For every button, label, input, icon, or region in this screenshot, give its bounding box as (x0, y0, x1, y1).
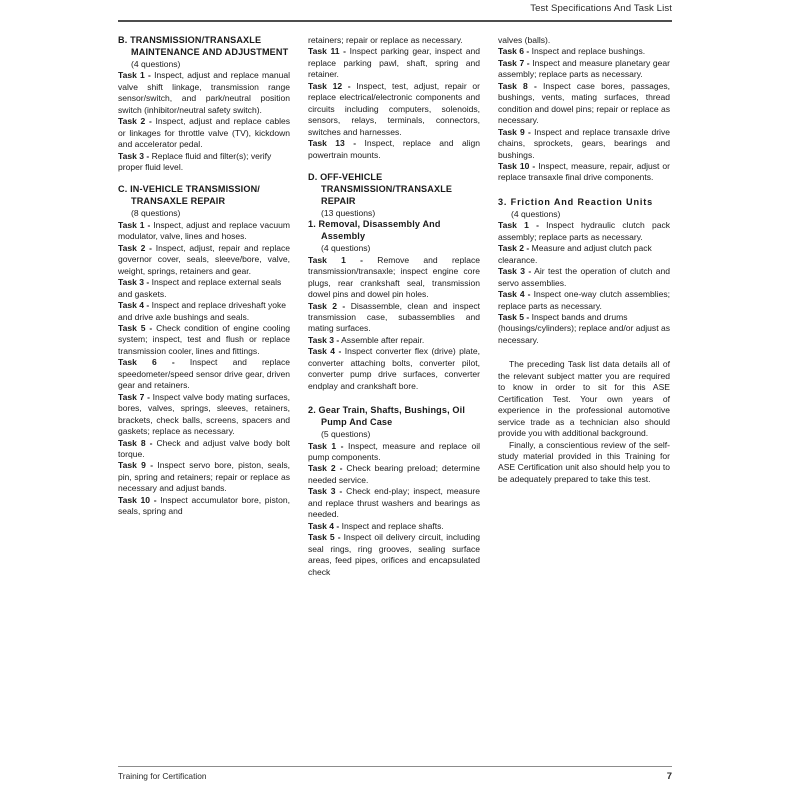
task-label: Task 7 - (498, 57, 530, 68)
task-item (118, 438, 290, 461)
task-item (308, 301, 480, 335)
task-label: Task 3 - (118, 150, 150, 161)
task-item (308, 335, 480, 346)
task-text: Air test the operation of clutch and servo assemblies. (498, 266, 671, 288)
task-item (308, 532, 480, 578)
task-item (118, 392, 290, 438)
task-text: Inspect, measure, repair, adjust or replace transaxle final drive components. (498, 160, 671, 183)
task-item (118, 300, 290, 323)
task-label: Task 4 - (308, 346, 342, 357)
task-item (118, 357, 290, 391)
section-spacer (118, 173, 290, 184)
three-column-body (118, 35, 672, 765)
task-item (308, 346, 480, 392)
section-spacer (308, 392, 480, 405)
task-label: Task 4 - (498, 289, 531, 300)
task-item (118, 116, 290, 150)
task-text: Inspect hydraulic clutch pack assembly; replace parts as necessary. (498, 220, 670, 242)
task-label: Task 3 - (498, 266, 532, 277)
task-label: Task 10 - (118, 494, 157, 505)
task-label: Task 4 - (118, 300, 150, 311)
subsection-heading-2: 2. Gear Train, Shafts, Bushings, Oil Pump And Case (308, 405, 466, 428)
task-label: Task 2 - (308, 300, 346, 311)
task-item (498, 289, 670, 312)
task-text: Inspect, replace and align powertrain mounts. (308, 138, 481, 160)
task-label: Task 5 - (498, 312, 530, 323)
task-label: Task 1 - (498, 220, 539, 231)
task-text: Inspect valve body mating surfaces, bores, valves, springs, sleeves, retainers, brackets, check balls, screens, spacers and gaskets; replace as necessary. (118, 391, 291, 437)
column-1 (118, 35, 290, 765)
closing-paragraph: Finally, a conscientious review of the self-study material provided in this Training for ASE Certification unit also should help you to be adequately prepared to take this test. (498, 439, 670, 484)
paragraph-spacer (498, 346, 670, 359)
task-label: Task 6 - (498, 46, 530, 57)
task-label: Task 13 - (308, 138, 357, 149)
task-text: Check and adjust valve body bolt torque. (118, 437, 290, 459)
task-text: Inspect and replace bushings. (529, 46, 646, 57)
task-text: Inspect, adjust and replace cables or linkages for throttle valve (TV), kickdown and accelerator pedal. (118, 116, 290, 150)
task-text: Inspect converter flex (drive) plate, converter attaching bolts, converter pilot, converter pump drive surfaces, converter endplay and crankshaft bore. (308, 346, 481, 391)
task-label: Task 3 - (118, 277, 150, 288)
subsection-heading-1: 1. Removal, Disassembly And Assembly (308, 219, 441, 242)
task-item (118, 495, 290, 518)
task-item (118, 243, 290, 277)
task-text: Inspect and replace external seals and gaskets. (118, 277, 282, 299)
page-footer (118, 766, 672, 782)
task-item (118, 151, 290, 174)
running-head-title: Test Specifications And Task List (530, 3, 672, 14)
task-text: Inspect and replace driveshaft yoke and drive axle bushings and seals. (118, 300, 287, 322)
task-item (118, 323, 290, 357)
task-item (498, 58, 670, 81)
task-label: Task 5 - (118, 322, 153, 333)
section-heading-c: C. IN-VEHICLE TRANSMISSION/ TRANSAXLE REPAIR (118, 184, 260, 207)
running-head (118, 0, 672, 22)
page-number: 7 (666, 771, 672, 782)
task-label: Task 8 - (498, 80, 537, 91)
task-text: Remove and replace transmission/transaxle; inspect engine core plugs, rear crankshaft seal, transmission dowel pins and dowel pin holes. (308, 254, 480, 300)
task-label: Task 10 - (498, 160, 536, 171)
task-text: Inspect case bores, passages, bushings, vents, mating surfaces, thread condition and dowel pins; repair or replace as necessary. (498, 80, 670, 126)
task-item (308, 521, 480, 532)
section-c-question-count: (8 questions) (131, 208, 181, 219)
section-b-question-count: (4 questions) (131, 58, 181, 69)
task-label: Task 5 - (308, 532, 341, 543)
task-text: Disassemble, clean and inspect transmission case, subassemblies and mating surfaces. (308, 300, 480, 334)
task-item (308, 255, 480, 301)
subsection-heading-3: 3. Friction And Reaction Units (498, 196, 654, 207)
task-label: Task 4 - (308, 520, 340, 531)
footer-left-text: Training for Certification (118, 771, 207, 781)
task-label: Task 12 - (308, 80, 351, 91)
task-label: Task 2 - (498, 243, 530, 254)
task-text: Inspect and replace speedometer/speed sensor drive gear, driven gear and retainers. (118, 357, 290, 391)
task-text: Check bearing preload; determine needed service. (308, 463, 480, 485)
task-label: Task 1 - (118, 70, 151, 81)
task-text: Assemble after repair. (339, 334, 425, 345)
task-text: Inspect one-way clutch assemblies; replace parts as necessary. (498, 289, 670, 311)
task-text: Inspect, adjust and replace manual valve shift linkage, transmission range sensor/switch, and park/neutral position switch (inhibitor/neutral safety switch). (118, 70, 290, 115)
task-label: Task 6 - (118, 357, 175, 368)
task-item (118, 220, 290, 243)
task-item (308, 486, 480, 520)
task-text: Inspect servo bore, piston, seals, pin, spring and retainers; repair or replace as necessary and adjust bands. (118, 460, 290, 494)
task-text: Inspect, measure and replace oil pump components. (308, 440, 480, 462)
task-label: Task 1 - (308, 254, 364, 265)
section-spacer (308, 161, 480, 172)
task-label: Task 3 - (308, 486, 343, 497)
task-text: Inspect and replace shafts. (339, 520, 444, 531)
task-text: Inspect, adjust and replace vacuum modulator, valve, lines and hoses. (118, 219, 290, 242)
task-text: Measure and adjust clutch pack clearance. (498, 243, 652, 265)
task-text: Inspect and measure planetary gear assembly; replace parts as necessary. (498, 57, 670, 80)
task-text: Inspect parking gear, inspect and replace parking pawl, shaft, spring and retainer. (308, 46, 480, 80)
closing-paragraph: The preceding Task list data details all of the relevant subject matter you are required to know in order to sit for this ASE Certification Test. Your own years of experience in the professional automotive service trade as a technician also should provide you with additional background. (498, 359, 670, 439)
task-text: Inspect accumulator bore, piston, seals, spring and (118, 494, 290, 517)
subsection-3-question-count: (4 questions) (511, 208, 561, 219)
subsection-2-question-count: (5 questions) (321, 428, 371, 439)
section-heading-d: D. OFF-VEHICLE TRANSMISSION/TRANSAXLE REPAIR (308, 171, 453, 206)
task-label: Task 2 - (118, 242, 152, 253)
task-label: Task 8 - (118, 437, 153, 448)
task-label: Task 3 - (308, 334, 340, 345)
task-text: Replace fluid and filter(s); verify proper fluid level. (118, 150, 272, 173)
task-label: Task 9 - (498, 126, 531, 137)
task-label: Task 1 - (308, 440, 344, 451)
task-item (308, 463, 480, 486)
column-continuation-text: retainers; repair or replace as necessary. (308, 35, 463, 45)
task-item (308, 138, 480, 161)
task-text: Inspect and replace transaxle drive chains, sprockets, gears, bearings and bushings. (498, 126, 670, 160)
column-continuation-text: valves (balls). (498, 35, 551, 45)
task-item (118, 277, 290, 300)
task-text: Inspect, test, adjust, repair or replace electrical/electronic components and circuits including computers, solenoids, sensors, relays, terminals, connectors, switches and harnesses. (308, 80, 480, 137)
task-label: Task 7 - (118, 391, 150, 402)
task-item (308, 81, 480, 138)
task-item (498, 46, 670, 57)
task-item (308, 46, 480, 80)
task-item (498, 127, 670, 161)
task-label: Task 11 - (308, 46, 346, 57)
task-label: Task 1 - (118, 219, 151, 230)
task-item (498, 81, 670, 127)
task-text: Inspect, adjust, repair and replace governor cover, seals, sleeve/bore, valve, weight, springs, retainers and gear. (118, 242, 290, 276)
task-text: Check condition of engine cooling system; inspect, test and flush or replace transmission cooler, lines and fittings. (118, 322, 290, 356)
task-item (498, 312, 670, 346)
column-3 (498, 35, 670, 765)
column-2 (308, 35, 480, 765)
section-d-question-count: (13 questions) (321, 207, 376, 218)
task-label: Task 2 - (118, 116, 152, 127)
task-text: Inspect bands and drums (housings/cylinders); replace and/or adjust as necessary. (498, 312, 670, 345)
task-label: Task 2 - (308, 463, 343, 474)
task-text: Check end-play; inspect, measure and replace thrust washers and bearings as needed. (308, 486, 480, 520)
task-item (498, 220, 670, 243)
task-text: Inspect oil delivery circuit, including seal rings, ring grooves, sealing surface areas, feed pipes, orifices and encapsulated check (308, 532, 480, 577)
task-item (498, 161, 670, 184)
task-item (118, 70, 290, 116)
section-spacer (498, 184, 670, 197)
task-label: Task 9 - (118, 460, 154, 471)
task-item (118, 460, 290, 494)
section-heading-b: B. TRANSMISSION/TRANSAXLE MAINTENANCE AND ADJUSTMENT (118, 35, 289, 57)
task-item (498, 243, 670, 266)
subsection-1-question-count: (4 questions) (321, 243, 371, 254)
task-item (308, 441, 480, 464)
task-item (498, 266, 670, 289)
